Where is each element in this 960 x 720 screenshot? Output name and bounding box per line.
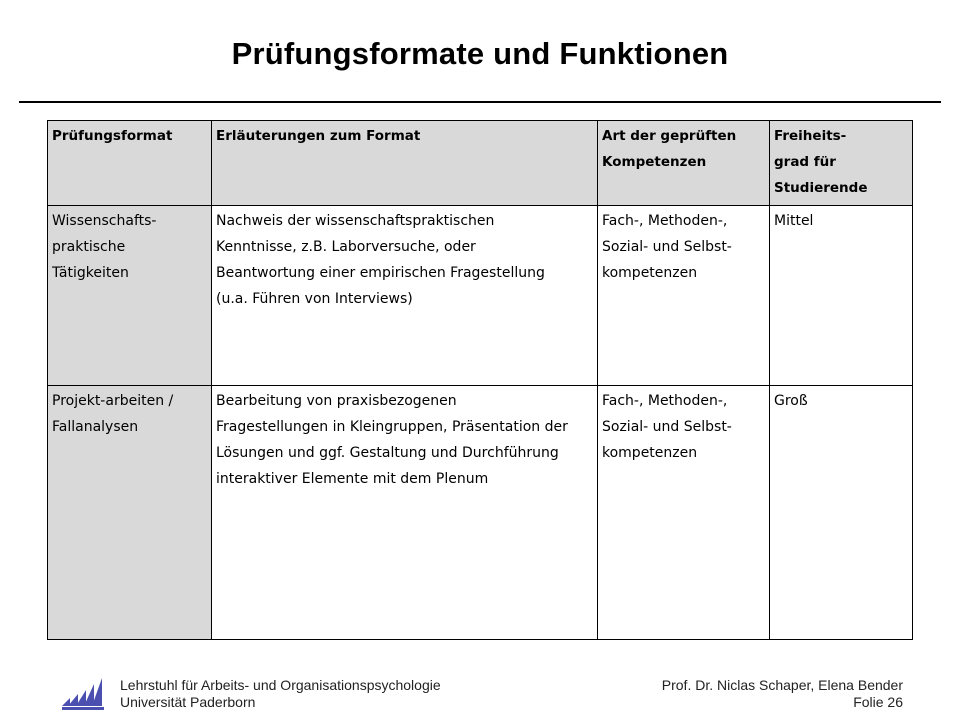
footer-author-names: Prof. Dr. Niclas Schaper, Elena Bender	[661, 677, 903, 693]
footer-university: Universität Paderborn	[120, 694, 256, 710]
table-row	[48, 206, 913, 386]
cell-explanation: Bearbeitung von praxisbezogenen Fragestellungen in Kleingruppen, Präsentation der Lösungen und ggf. Gestaltung und Durchführung interaktiver Elemente mit dem Plenum	[212, 386, 598, 640]
cell-format: Projekt-arbeiten / Fallanalysen	[48, 386, 212, 640]
cell-freedom: Groß	[770, 386, 913, 640]
header-explanation: Erläuterungen zum Format	[212, 121, 598, 206]
cell-format: Wissenschafts- praktische Tätigkeiten	[48, 206, 212, 386]
slide-title: Prüfungsformate und Funktionen	[231, 36, 729, 71]
university-logo-icon	[60, 672, 106, 712]
cell-competences: Fach-, Methoden-, Sozial- und Selbst- kompetenzen	[598, 386, 770, 640]
footer-slide-number: Folie 26	[853, 694, 903, 710]
cell-competences: Fach-, Methoden-, Sozial- und Selbst- kompetenzen	[598, 206, 770, 386]
header-freedom: Freiheits- grad für Studierende	[770, 121, 913, 206]
footer-institution	[120, 677, 441, 711]
footer-chair: Lehrstuhl für Arbeits- und Organisationspsychologie	[120, 677, 441, 693]
title-divider	[19, 101, 941, 103]
exam-formats-table	[47, 120, 913, 640]
header-format: Prüfungsformat	[48, 121, 212, 206]
table-row	[48, 386, 913, 640]
footer-authors	[662, 677, 903, 711]
cell-freedom: Mittel	[770, 206, 913, 386]
table-header-row	[48, 121, 913, 206]
cell-explanation: Nachweis der wissenschaftspraktischen Kenntnisse, z.B. Laborversuche, oder Beantwortung einer empirischen Fragestellung (u.a. Führen von Interviews)	[212, 206, 598, 386]
header-competences: Art der geprüften Kompetenzen	[598, 121, 770, 206]
